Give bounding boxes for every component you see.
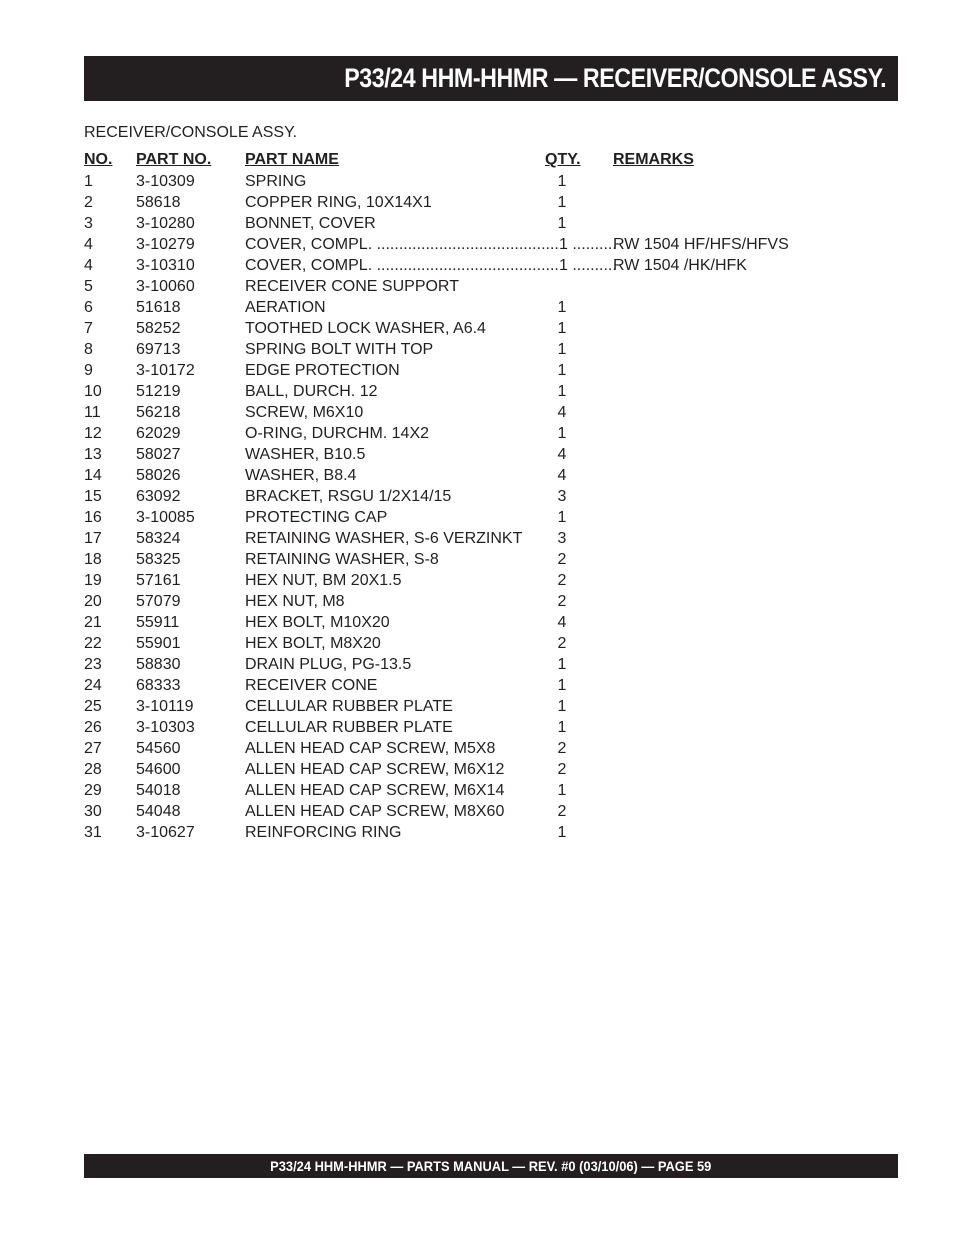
row-qty: 2	[557, 635, 567, 652]
table-row	[0, 613, 954, 634]
row-no: 14	[84, 467, 102, 484]
table-row	[0, 529, 954, 550]
row-part-no: 54048	[136, 803, 181, 820]
row-no: 26	[84, 719, 102, 736]
row-qty: 4	[557, 467, 567, 484]
row-part-name: ALLEN HEAD CAP SCREW, M6X12	[245, 761, 505, 778]
row-part-no: 55901	[136, 635, 181, 652]
column-header-remarks: REMARKS	[613, 151, 694, 168]
row-part-no: 63092	[136, 488, 181, 505]
row-qty: 1	[557, 509, 567, 526]
row-part-name: ALLEN HEAD CAP SCREW, M6X14	[245, 782, 505, 799]
row-no: 12	[84, 425, 102, 442]
row-remarks: RW 1504 HF/HFS/HFVS	[613, 236, 789, 253]
row-part-no: 58830	[136, 656, 181, 673]
table-row	[0, 361, 954, 382]
table-row	[0, 697, 954, 718]
row-part-no: 3-10060	[136, 278, 195, 295]
row-part-name: EDGE PROTECTION	[245, 362, 400, 379]
row-no: 18	[84, 551, 102, 568]
row-part-no: 51618	[136, 299, 181, 316]
row-part-no: 54018	[136, 782, 181, 799]
table-row	[0, 550, 954, 571]
row-part-no: 3-10172	[136, 362, 195, 379]
row-no: 27	[84, 740, 102, 757]
row-part-name: RECEIVER CONE SUPPORT	[245, 278, 459, 295]
row-part-no: 69713	[136, 341, 181, 358]
row-qty: 1	[557, 362, 567, 379]
row-no: 16	[84, 509, 102, 526]
row-part-name: CELLULAR RUBBER PLATE	[245, 698, 453, 715]
row-part-no: 54560	[136, 740, 181, 757]
row-qty: 2	[557, 761, 567, 778]
row-no: 23	[84, 656, 102, 673]
row-part-name: TOOTHED LOCK WASHER, A6.4	[245, 320, 486, 337]
row-qty: 1	[557, 341, 567, 358]
table-row	[0, 466, 954, 487]
row-remarks: RW 1504 /HK/HFK	[613, 257, 747, 274]
row-part-name: CELLULAR RUBBER PLATE	[245, 719, 453, 736]
row-part-name: REINFORCING RING	[245, 824, 402, 841]
table-row	[0, 676, 954, 697]
row-qty: 2	[557, 740, 567, 757]
row-qty: 1	[557, 425, 567, 442]
table-row	[0, 823, 954, 844]
row-no: 6	[84, 299, 93, 316]
section-label: RECEIVER/CONSOLE ASSY.	[84, 124, 298, 141]
row-part-no: 57161	[136, 572, 181, 589]
row-part-no: 3-10310	[136, 257, 195, 274]
row-qty: 1	[557, 215, 567, 232]
row-part-no: 68333	[136, 677, 181, 694]
row-part-name: COVER, COMPL. .....	[245, 236, 559, 254]
table-row	[0, 781, 954, 802]
table-row	[0, 235, 954, 256]
row-part-name: DRAIN PLUG, PG-13.5	[245, 656, 412, 673]
row-no: 24	[84, 677, 102, 694]
row-no: 21	[84, 614, 102, 631]
table-row	[0, 424, 954, 445]
row-no: 29	[84, 782, 102, 799]
row-part-no: 3-10309	[136, 173, 195, 190]
row-part-no: 54600	[136, 761, 181, 778]
table-row	[0, 802, 954, 823]
row-part-no: 3-10085	[136, 509, 195, 526]
row-part-name: COPPER RING, 10X14X1	[245, 194, 432, 211]
row-part-no: 57079	[136, 593, 181, 610]
table-row	[0, 277, 954, 298]
table-row	[0, 193, 954, 214]
row-qty: 2	[557, 572, 567, 589]
row-no: 31	[84, 824, 102, 841]
row-part-name: SCREW, M6X10	[245, 404, 364, 421]
row-qty: 1	[557, 173, 567, 190]
row-part-no: 56218	[136, 404, 181, 421]
row-no: 9	[84, 362, 93, 379]
row-no: 15	[84, 488, 102, 505]
table-row	[0, 718, 954, 739]
column-header-no: NO.	[84, 151, 113, 168]
table-row	[0, 508, 954, 529]
row-part-no: 3-10280	[136, 215, 195, 232]
row-qty: 1	[557, 383, 567, 400]
row-qty: 1	[557, 824, 567, 841]
row-qty: 2	[557, 803, 567, 820]
footer-text: P33/24 HHM-HHMR — PARTS MANUAL — REV. #0 (03/10/06) — PAGE 59	[270, 1158, 712, 1174]
row-part-name: PROTECTING CAP	[245, 509, 388, 526]
row-no: 4	[84, 236, 93, 253]
row-part-no: 58252	[136, 320, 181, 337]
row-part-no: 51219	[136, 383, 181, 400]
table-row	[0, 340, 954, 361]
row-no: 3	[84, 215, 93, 232]
row-part-no: 62029	[136, 425, 181, 442]
row-no: 17	[84, 530, 102, 547]
table-row	[0, 445, 954, 466]
row-part-name: SPRING	[245, 173, 307, 190]
row-qty: 1	[557, 782, 567, 799]
row-no: 19	[84, 572, 102, 589]
table-row	[0, 403, 954, 424]
row-part-no: 3-10303	[136, 719, 195, 736]
row-part-name: RECEIVER CONE	[245, 677, 378, 694]
row-part-no: 58324	[136, 530, 181, 547]
row-part-no: 58618	[136, 194, 181, 211]
row-qty: 1	[557, 698, 567, 715]
row-qty: 3	[557, 530, 567, 547]
row-part-no: 58027	[136, 446, 181, 463]
row-qty: 1	[557, 299, 567, 316]
row-no: 5	[84, 278, 93, 295]
row-part-name: HEX NUT, M8	[245, 593, 345, 610]
table-row	[0, 298, 954, 319]
table-row	[0, 382, 954, 403]
row-part-name: HEX NUT, BM 20X1.5	[245, 572, 402, 589]
row-part-name: SPRING BOLT WITH TOP	[245, 341, 434, 358]
row-no: 22	[84, 635, 102, 652]
row-part-no: 3-10627	[136, 824, 195, 841]
table-row	[0, 760, 954, 781]
row-part-name: WASHER, B10.5	[245, 446, 366, 463]
table-row	[0, 655, 954, 676]
row-part-name: AERATION	[245, 299, 326, 316]
row-part-name: RETAINING WASHER, S-8	[245, 551, 439, 568]
table-row	[0, 319, 954, 340]
row-qty: 1	[557, 194, 567, 211]
row-qty: 1	[557, 719, 567, 736]
table-row	[0, 487, 954, 508]
row-no: 30	[84, 803, 102, 820]
row-qty: 1	[557, 656, 567, 673]
row-qty: 4	[557, 404, 567, 421]
row-no: 8	[84, 341, 93, 358]
row-qty: 2	[557, 551, 567, 568]
row-no: 2	[84, 194, 93, 211]
row-part-name: RETAINING WASHER, S-6 VERZINKT	[245, 530, 523, 547]
row-no: 7	[84, 320, 93, 337]
table-row	[0, 172, 954, 193]
row-part-name: HEX BOLT, M8X20	[245, 635, 381, 652]
row-qty: 3	[557, 488, 567, 505]
row-part-name: ALLEN HEAD CAP SCREW, M5X8	[245, 740, 496, 757]
row-no: 4	[84, 257, 93, 274]
row-qty: 4	[557, 614, 567, 631]
row-part-name: BALL, DURCH. 12	[245, 383, 378, 400]
row-qty: 4	[557, 446, 567, 463]
row-part-name: BRACKET, RSGU 1/2X14/15	[245, 488, 452, 505]
table-row	[0, 739, 954, 760]
row-part-name: COVER, COMPL. .....	[245, 257, 559, 275]
row-part-no: 3-10279	[136, 236, 195, 253]
row-qty: 1 .....	[559, 236, 617, 254]
page-title: P33/24 HHM-HHMR — RECEIVER/CONSOLE ASSY.	[344, 63, 886, 93]
row-no: 11	[84, 404, 101, 421]
row-no: 10	[84, 383, 102, 400]
row-part-name: BONNET, COVER	[245, 215, 376, 232]
table-row	[0, 592, 954, 613]
row-qty: 1	[557, 677, 567, 694]
row-no: 13	[84, 446, 102, 463]
row-part-no: 58026	[136, 467, 181, 484]
row-part-name: HEX BOLT, M10X20	[245, 614, 390, 631]
row-part-no: 3-10119	[136, 698, 194, 715]
row-part-no: 55911	[136, 614, 180, 631]
row-part-name: O-RING, DURCHM. 14X2	[245, 425, 430, 442]
table-row	[0, 256, 954, 277]
row-qty: 2	[557, 593, 567, 610]
page-title-bar	[84, 56, 898, 101]
parts-table-body	[0, 172, 954, 844]
footer-bar	[84, 1154, 898, 1178]
row-no: 1	[84, 173, 93, 190]
row-qty: 1	[557, 320, 567, 337]
row-no: 28	[84, 761, 102, 778]
column-header-qty: QTY.	[545, 151, 581, 168]
row-part-name: ALLEN HEAD CAP SCREW, M8X60	[245, 803, 505, 820]
table-row	[0, 634, 954, 655]
table-row	[0, 571, 954, 592]
column-header-part-name: PART NAME	[245, 151, 339, 168]
row-part-name: WASHER, B8.4	[245, 467, 357, 484]
table-row	[0, 214, 954, 235]
row-part-no: 58325	[136, 551, 181, 568]
row-no: 25	[84, 698, 102, 715]
column-header-part-no: PART NO.	[136, 151, 212, 168]
row-qty: 1 .....	[559, 257, 617, 275]
row-no: 20	[84, 593, 102, 610]
